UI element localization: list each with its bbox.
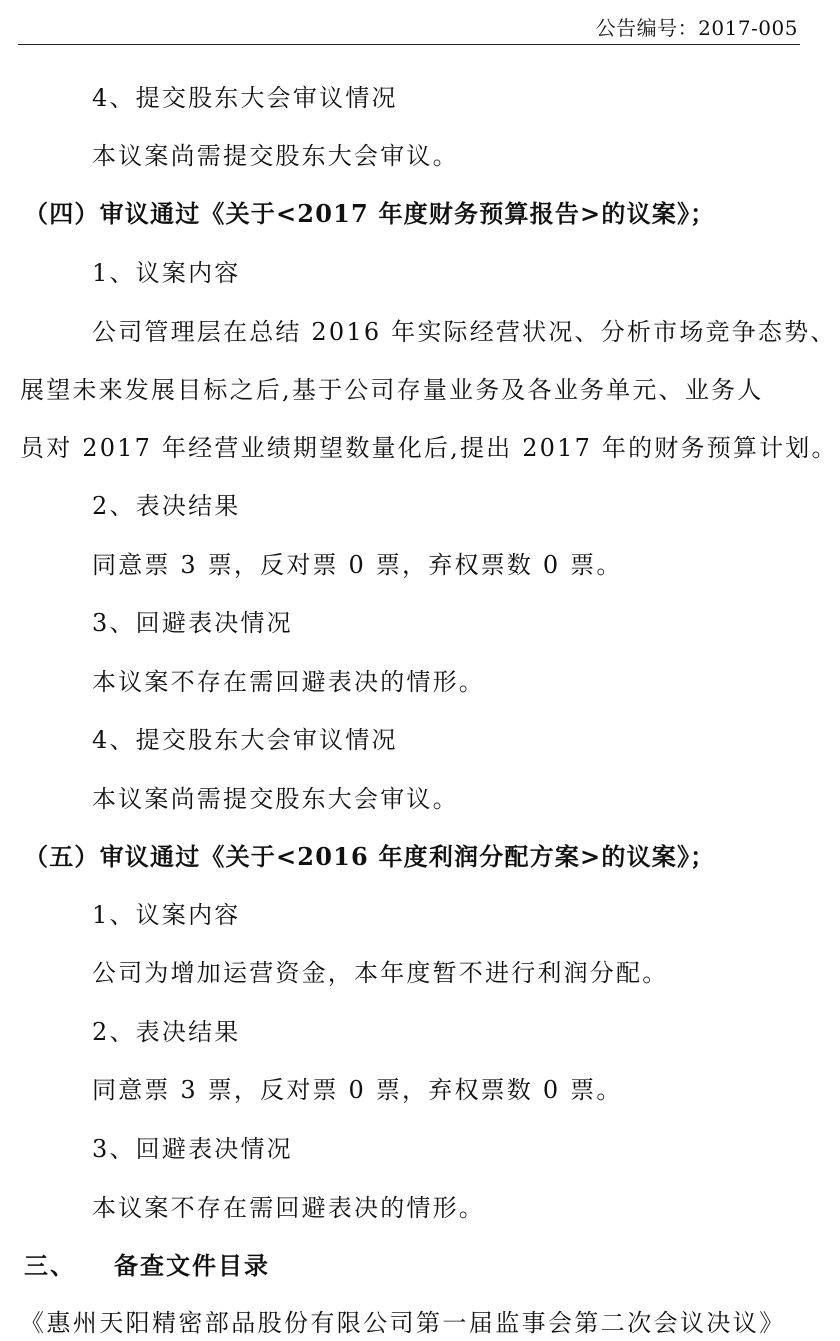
item-proposal-content: 1、议案内容	[92, 901, 241, 929]
section-title: 备查文件目录	[114, 1251, 270, 1280]
proposal-heading-4: （四）审议通过《关于<2017 年度财务预算报告>的议案》；	[24, 199, 716, 228]
item-vote-result: 2、表决结果	[92, 492, 241, 520]
reference-document: 《惠州天阳精密部品股份有限公司第一届监事会第二次会议决议》	[20, 1309, 786, 1337]
notice-number: 公告编号：2017-005	[595, 16, 798, 40]
header-divider	[18, 44, 800, 45]
proposal-content-line-3: 员对 2017 年经营业绩期望数量化后,提出 2017 年的财务预算计划。	[20, 434, 838, 462]
proposal-content-text: 公司为增加运营资金，本年度暂不进行利润分配。	[92, 959, 669, 987]
recusal-text: 本议案不存在需回避表决的情形。	[92, 668, 485, 696]
proposal-heading-5: （五）审议通过《关于<2016 年度利润分配方案>的议案》；	[24, 842, 716, 871]
proposal-content-line-1: 公司管理层在总结 2016 年实际经营状况、分析市场竞争态势、	[92, 318, 837, 346]
section-number: 三、	[24, 1251, 76, 1280]
section-heading-3	[24, 1249, 840, 1283]
item-recusal: 3、回避表决情况	[92, 1135, 293, 1163]
vote-result-text: 同意票 3 票，反对票 0 票，弃权票数 0 票。	[92, 551, 623, 579]
submit-shareholders-text: 本议案尚需提交股东大会审议。	[92, 785, 459, 813]
recusal-text: 本议案不存在需回避表决的情形。	[92, 1194, 485, 1222]
item-submit-shareholders: 4、提交股东大会审议情况	[92, 726, 398, 754]
proposal-content-line-2: 展望未来发展目标之后,基于公司存量业务及各业务单元、业务人	[20, 376, 764, 404]
item-vote-result: 2、表决结果	[92, 1018, 241, 1046]
item-recusal: 3、回避表决情况	[92, 609, 293, 637]
vote-result-text: 同意票 3 票，反对票 0 票，弃权票数 0 票。	[92, 1076, 623, 1104]
submit-shareholders-text: 本议案尚需提交股东大会审议。	[92, 142, 459, 170]
item-proposal-content: 1、议案内容	[92, 259, 241, 287]
item-submit-shareholders: 4、提交股东大会审议情况	[92, 84, 398, 112]
